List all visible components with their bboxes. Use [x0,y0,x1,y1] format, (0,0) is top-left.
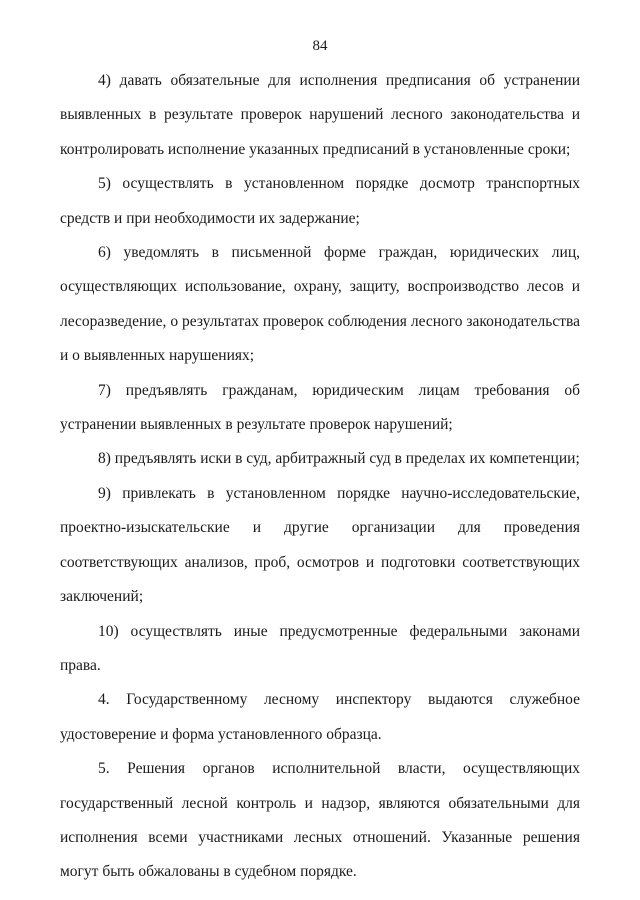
paragraph-item-9: 9) привлекать в установленном порядке научно-исследовательские, проектно-изыскательские и другие организации для проведения соответствующих анализов, проб, осмотров и подготовки соответствующих заключений; [60,484,580,606]
paragraph-item-10: 10) осуществлять иные предусмотренные федеральными законами права. [60,622,580,674]
paragraph-section-4: 4. Государственному лесному инспектору выдаются служебное удостоверение и форма установленного образца. [60,691,580,743]
paragraph-section-5: 5. Решения органов исполнительной власти, осуществляющих государственный лесной контроль и надзор, являются обязательными для исполнения всеми участниками лесных отношений. Указанные решения могут быть обжалованы в судебном порядке. [60,760,580,881]
document-body [60,64,580,890]
paragraph-item-4: 4) давать обязательные для исполнения предписания об устранении выявленных в результате проверок нарушений лесного законодательства и контролировать исполнение указанных предписаний в установленные сроки; [60,72,580,158]
paragraph-item-8: 8) предъявлять иски в суд, арбитражный суд в пределах их компетенции; [98,450,580,468]
paragraph-item-6: 6) уведомлять в письменной форме граждан, юридических лиц, осуществляющих использование, охрану, защиту, воспроизводство лесов и лесоразведение, о результатах проверок соблюдения лесного законодательства и о выявленных нарушениях; [60,244,580,365]
page-number: 84 [312,38,328,54]
paragraph-item-7: 7) предъявлять гражданам, юридическим лицам требования об устранении выявленных в результате проверок нарушений; [60,381,580,434]
paragraph-item-5: 5) осуществлять в установленном порядке досмотр транспортных средств и при необходимости их задержание; [60,175,580,227]
